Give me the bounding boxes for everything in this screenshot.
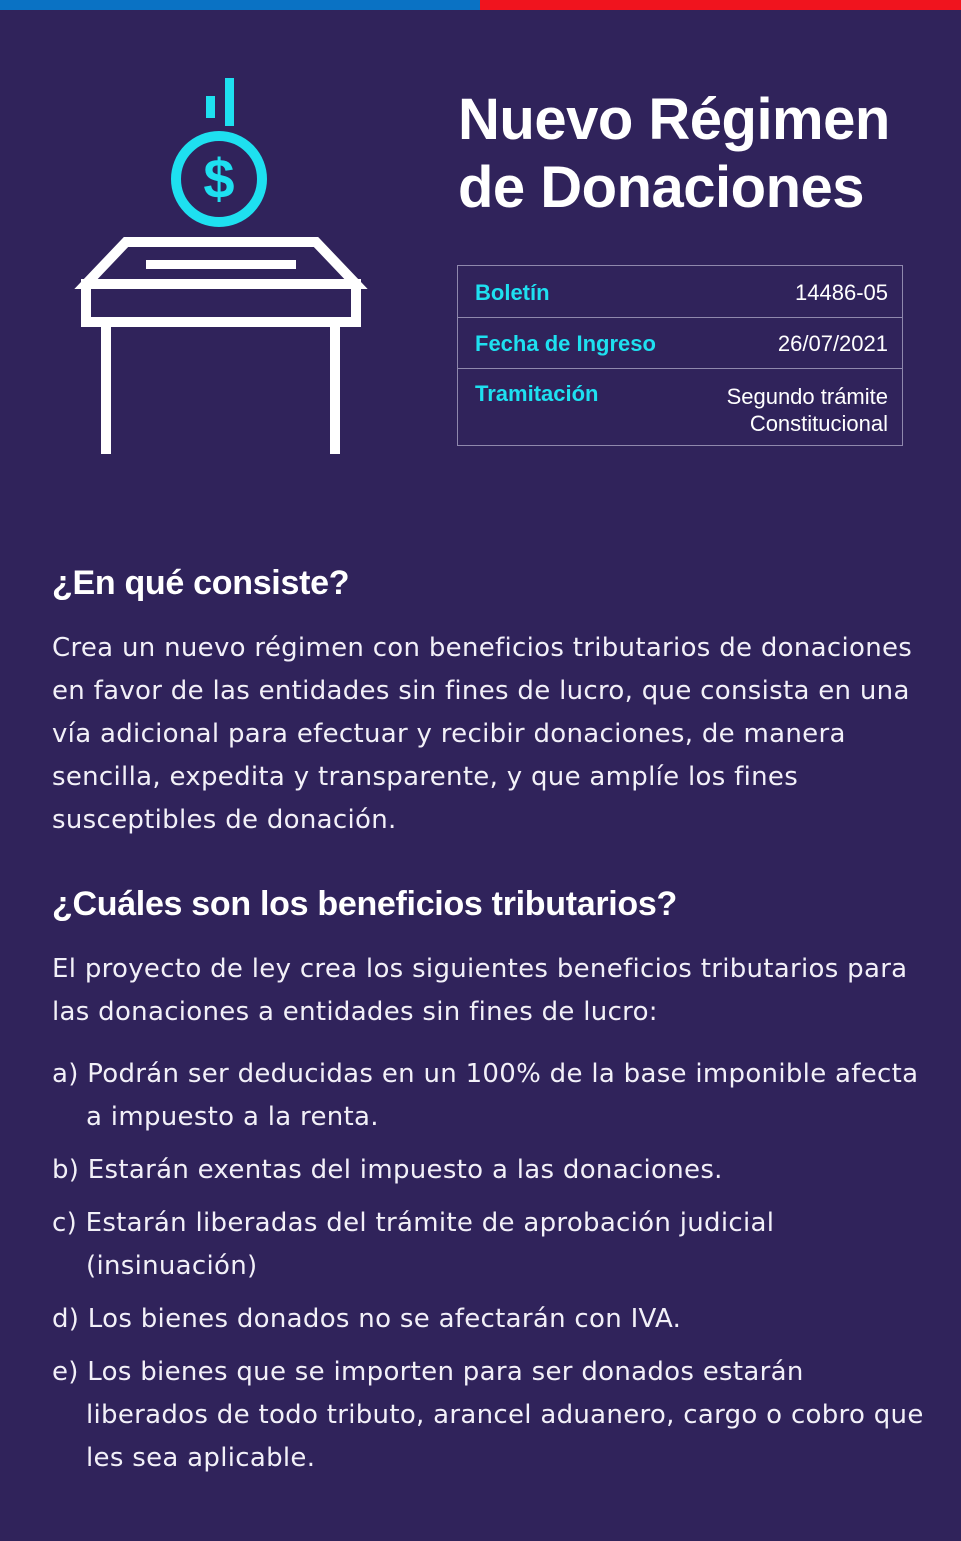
list-item: a) Podrán ser deducidas en un 100% de la base imponible afecta a impuesto a la renta.	[52, 1059, 919, 1132]
list-item: d) Los bienes donados no se afectarán con IVA.	[52, 1304, 682, 1334]
title-line-1: Nuevo Régimen	[458, 87, 890, 152]
box-band	[86, 284, 356, 322]
info-value: 26/07/2021	[777, 331, 888, 356]
info-value: Segundo trámite Constitucional	[726, 384, 888, 436]
section-body-consiste: Crea un nuevo régimen con beneficios tributarios de donaciones en favor de las entidades sin fines de lucro, que consista en una vía adicional para efectuar y recibir donaciones, de manera sencilla, expedita y transparente, y que amplíe los fines susceptibles de donación.	[52, 633, 913, 835]
coin-bar-short	[206, 96, 215, 118]
info-label: Boletín	[475, 280, 550, 305]
box-leg-right	[330, 322, 340, 454]
bill-info-table	[457, 265, 903, 446]
info-row-fecha-ingreso	[458, 317, 902, 369]
list-item: b) Estarán exentas del impuesto a las donaciones.	[52, 1155, 723, 1185]
section-heading-beneficios: ¿Cuáles son los beneficios tributarios?	[52, 885, 677, 923]
info-row-boletin	[458, 266, 902, 318]
top-color-bar	[0, 0, 961, 10]
info-row-tramitacion	[458, 369, 902, 445]
list-item: e) Los bienes que se importen para ser donados estarán liberados de todo tributo, arancel aduanero, cargo o cobro que les sea aplicable.	[52, 1357, 924, 1473]
info-label: Tramitación	[475, 381, 599, 406]
benefits-list	[52, 1053, 932, 1490]
donation-box-with-coin-icon	[70, 70, 370, 470]
section-intro-beneficios: El proyecto de ley crea los siguientes beneficios tributarios para las donaciones a entidades sin fines de lucro:	[52, 954, 908, 1027]
top-bar-red	[480, 0, 961, 10]
box-slot	[146, 260, 296, 269]
title-line-2: de Donaciones	[458, 155, 865, 220]
section-heading-consiste: ¿En qué consiste?	[52, 564, 350, 602]
page-title	[458, 86, 938, 222]
info-value: 14486-05	[795, 280, 888, 305]
info-label: Fecha de Ingreso	[475, 331, 656, 356]
box-leg-left	[101, 322, 111, 454]
coin-bar-tall	[225, 78, 234, 126]
list-item: c) Estarán liberadas del trámite de aprobación judicial (insinuación)	[52, 1208, 775, 1281]
dollar-sign: $	[203, 147, 235, 210]
top-bar-blue	[0, 0, 480, 10]
